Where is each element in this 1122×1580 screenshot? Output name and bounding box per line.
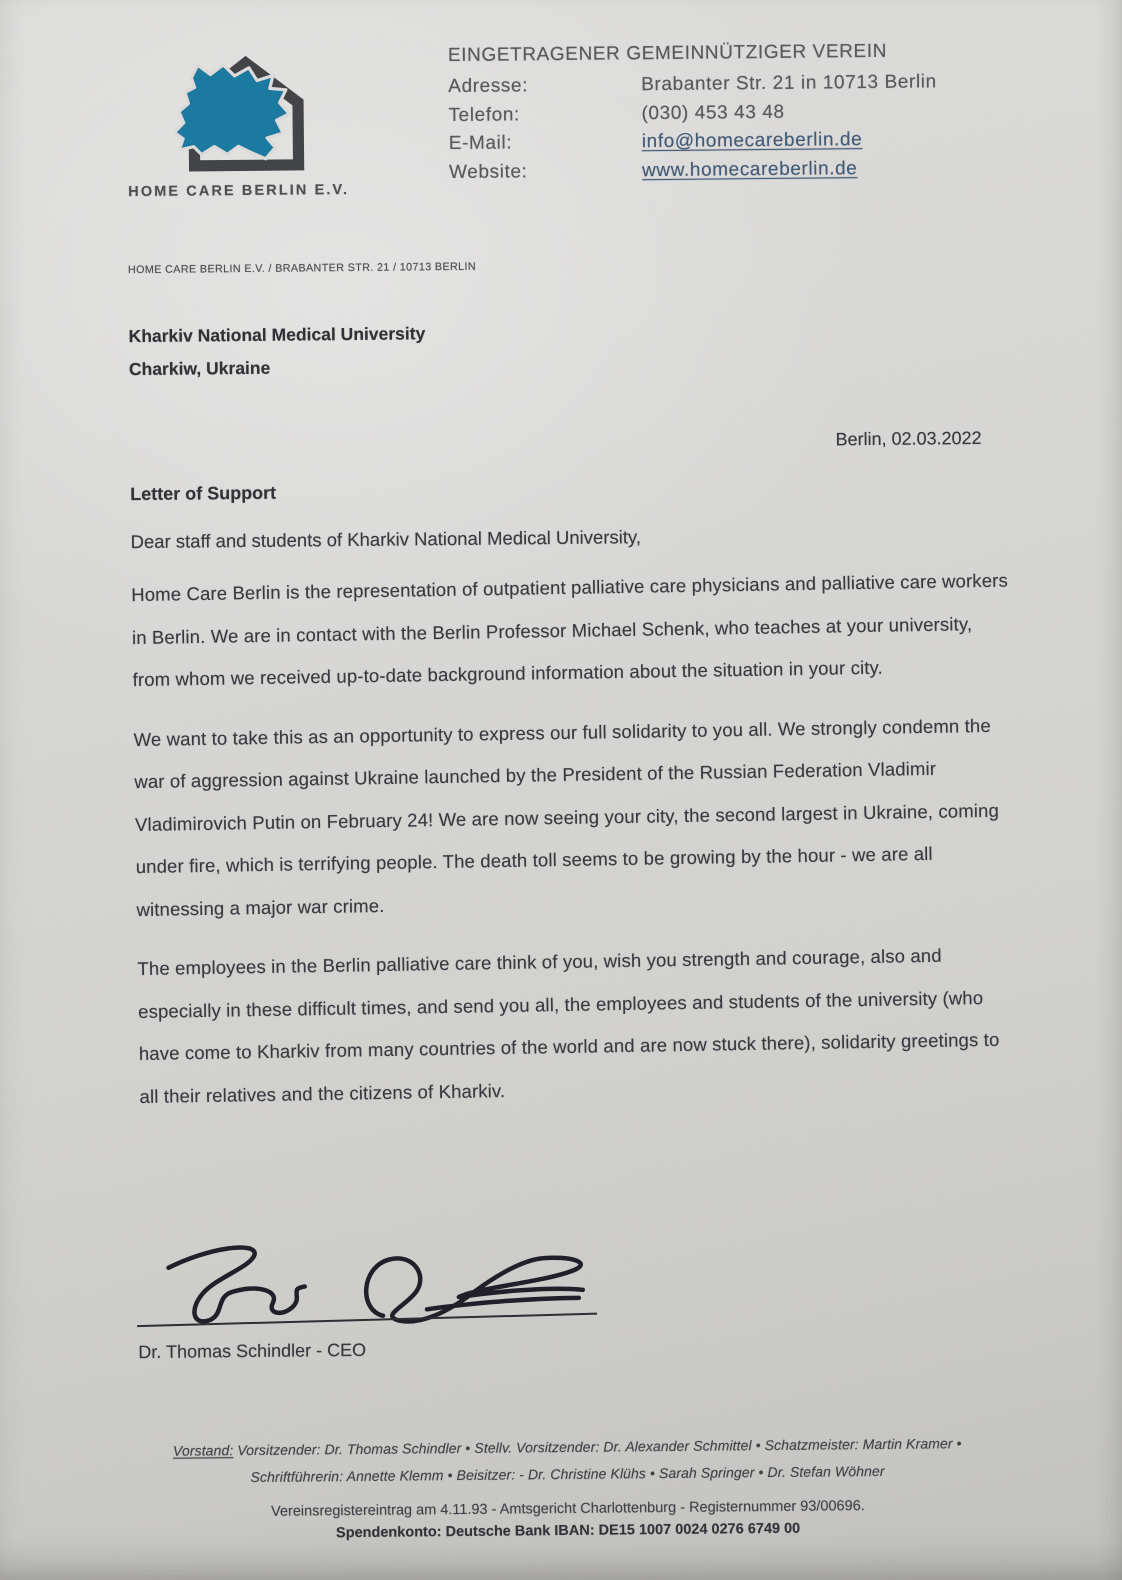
signature-scribble: [130, 1233, 671, 1338]
recipient-address: [128, 317, 425, 386]
donation-account-line: Spendenkonto: Deutsche Bank IBAN: DE15 1007 0024 0276 6749 00: [335, 1520, 801, 1542]
logo-wordmark: HOME CARE BERLIN E.V.: [128, 182, 350, 201]
phone-label: Telefon:: [448, 103, 520, 126]
berlin-map-icon: [174, 64, 290, 160]
sender-reference-line: HOME CARE BERLIN E.V. / BRABANTER STR. 21 / 10713 BERLIN: [127, 260, 477, 277]
registered-association-line: EINGETRAGENER GEMEINNÜTZIGER VEREIN: [447, 40, 888, 67]
contact-row-address: [448, 68, 937, 101]
address-value: Brabanter Str. 21 in 10713 Berlin: [641, 71, 937, 96]
recipient-line-1: Kharkiv National Medical University: [128, 323, 426, 347]
salutation: Dear staff and students of Kharkiv National Medical University,: [130, 526, 642, 553]
board-line-1-text: Vorsitzender: Dr. Thomas Schindler • Stellv. Vorsitzender: Dr. Alexander Schmittel • Schatzmeister: Martin Kramer •: [233, 1435, 962, 1459]
paragraph-2: We want to take this as an opportunity to express our full solidarity to you all. We strongly condemn the war of aggression against Ukraine launched by the President of the Russian Federation Vladimir Vladimirovich Putin on February 24! We are now seeing your city, the second largest in Ukraine, coming under fire, which is terrifying people. The death toll seems to be growing by the hour - we are all witnessing a major war crime.: [133, 714, 1000, 920]
contact-row-website: [449, 154, 938, 187]
phone-value: (030) 453 43 48: [641, 101, 785, 124]
website-link[interactable]: www.homecareberlin.de: [641, 157, 858, 181]
letterhead-contact-block: [448, 40, 938, 187]
subject-line: Letter of Support: [130, 482, 277, 505]
email-label: E-Mail:: [448, 132, 513, 155]
paragraph-1: Home Care Berlin is the representation of outpatient palliative care physicians and palliative care workers in Berlin. We are in contact with the Berlin Professor Michael Schenk, who teaches at your university, from whom we received up-to-date background information about the situation in your city.: [131, 569, 1009, 691]
paragraph-3: The employees in the Berlin palliative care think of you, wish you strength and courage, also and especially in these difficult times, and send you all, the employees and students of the university (who have come to Kharkiv from many countries of the world and are now stuck there), solidarity greetings to all their relatives and the citizens of Kharkiv.: [137, 944, 1000, 1107]
register-line: Vereinsregistereintrag am 4.11.93 - Amtsgericht Charlottenburg - Registernummer 93/00696.: [270, 1498, 865, 1520]
dateline: Berlin, 02.03.2022: [835, 427, 982, 450]
signature-block: [130, 1233, 671, 1343]
email-link[interactable]: info@homecareberlin.de: [641, 129, 863, 153]
logo-graphic: [156, 46, 317, 176]
letter-body: [131, 560, 1018, 1135]
address-label: Adresse:: [448, 75, 529, 98]
website-label: Website:: [448, 160, 528, 183]
recipient-line-2: Charkiw, Ukraine: [128, 357, 271, 380]
signer-name-title: Dr. Thomas Schindler - CEO: [138, 1339, 367, 1363]
letter-footer: [6, 1429, 1122, 1545]
board-line-2: Schriftführerin: Annette Klemm • Beisitzer: - Dr. Christine Klühs • Sarah Springer • Dr. Stefan Wöhner: [250, 1462, 885, 1486]
board-label: Vorstand:: [172, 1442, 234, 1459]
home-care-berlin-logo: [127, 46, 350, 201]
